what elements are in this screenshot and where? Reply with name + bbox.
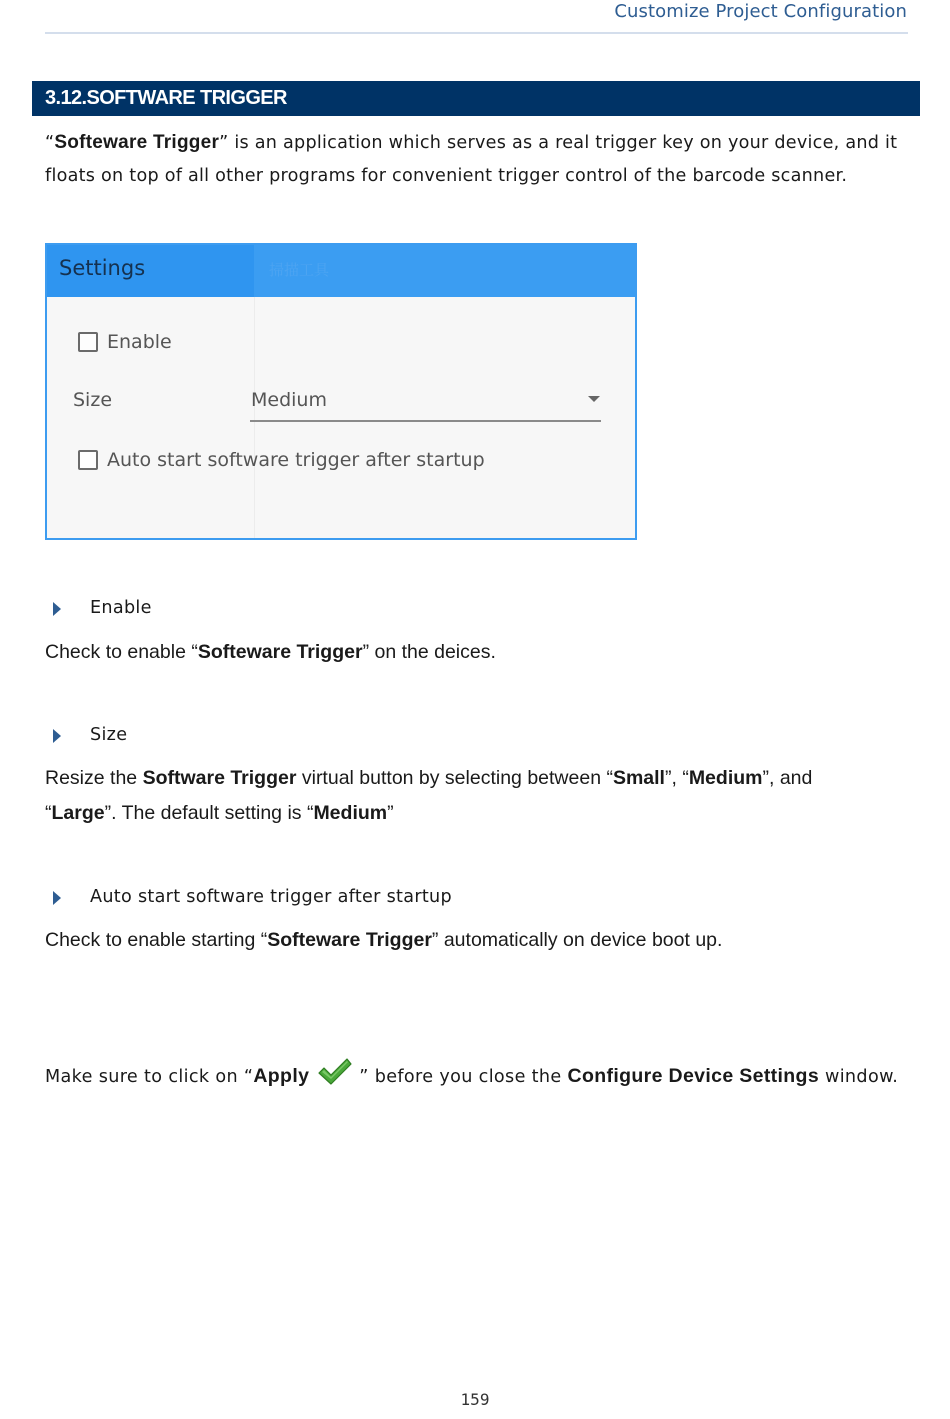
size-dropdown-value: Medium	[251, 389, 327, 411]
page-number: 159	[460, 1390, 490, 1409]
intro-app-name: Softeware Trigger	[54, 132, 220, 153]
running-header: Customize Project Configuration	[614, 1, 907, 22]
text-run: ”	[387, 802, 394, 824]
text-run: ” automatically on device boot up.	[431, 929, 723, 951]
text-run: window.	[819, 1067, 899, 1087]
text-run: ” on the deices.	[362, 641, 496, 663]
size-heading: Size	[90, 725, 128, 745]
intro-text: ” is an application which serves as a real trigger key on your device, and it floats on top of all other programs for convenient trigger control of the barcode scanner.	[45, 133, 898, 186]
text-run: virtual button by selecting between “	[296, 767, 613, 789]
autostart-heading: Auto start software trigger after startup	[90, 887, 452, 907]
enable-checkbox[interactable]	[78, 332, 98, 352]
text-run: ”, “	[664, 767, 689, 789]
size-description	[45, 761, 925, 831]
text-run: “	[45, 802, 52, 824]
bold-run: Small	[612, 767, 665, 789]
autostart-checkbox[interactable]	[78, 450, 98, 470]
text-run: Resize the	[45, 767, 143, 789]
settings-titlebar	[47, 245, 635, 297]
bold-run: Configure Device Settings	[567, 1065, 820, 1087]
size-label: Size	[73, 389, 113, 411]
bold-run: Software Trigger	[142, 767, 297, 789]
section-title: 3.12.SOFTWARE TRIGGER	[32, 81, 920, 116]
settings-window	[45, 243, 637, 540]
bullet-arrow-icon	[53, 729, 61, 743]
bold-run: Softeware Trigger	[197, 641, 363, 663]
text-run: ”. The default setting is “	[104, 802, 314, 824]
text-run: ”, and	[762, 767, 813, 789]
autostart-description	[45, 923, 925, 958]
text-run: Check to enable starting “	[45, 929, 268, 951]
text-run: Make sure to click on “	[45, 1067, 254, 1087]
dropdown-arrow-icon	[588, 396, 600, 402]
text-run: ” before you close the	[359, 1067, 568, 1087]
green-checkmark-icon	[317, 1058, 353, 1086]
enable-heading: Enable	[90, 598, 152, 618]
apply-note	[45, 1058, 925, 1093]
panel-divider	[254, 297, 255, 538]
bold-run: Medium	[688, 767, 763, 789]
bold-run: Softeware Trigger	[267, 929, 432, 951]
ghost-title: 掃描工具	[269, 261, 330, 279]
intro-open-quote: “	[45, 133, 55, 153]
enable-label: Enable	[107, 331, 172, 353]
text-run: Check to enable “	[45, 641, 198, 663]
bold-run: Medium	[313, 802, 388, 824]
settings-title: Settings	[59, 256, 146, 280]
dropdown-underline	[250, 420, 601, 422]
intro-paragraph	[45, 126, 911, 193]
bold-run: Apply	[253, 1065, 310, 1087]
enable-description	[45, 635, 925, 670]
autostart-label: Auto start software trigger after startup	[107, 449, 485, 471]
bold-run: Large	[51, 802, 105, 824]
bullet-arrow-icon	[53, 891, 61, 905]
bullet-arrow-icon	[53, 602, 61, 616]
header-rule	[45, 32, 908, 34]
